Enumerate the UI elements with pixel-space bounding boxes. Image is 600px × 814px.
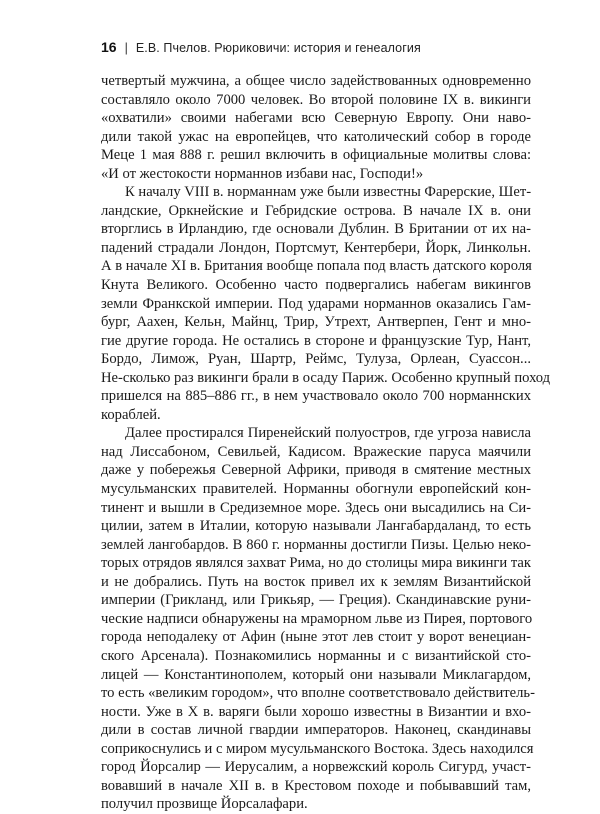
text-line: землей лангобардов. В 860 г. норманны достигли Пизы. Целью неко- [101,536,531,553]
text-line: А в начале XI в. Британия вообще попала под власть датского короля [101,258,532,275]
text-line: Меце 1 мая 888 г. решил включить в официальные молитвы слова: [101,147,531,164]
text-line: Не-сколько раз викинги брали в осаду Париж. Особенно крупный поход [101,369,551,386]
text-line: «охватили» своими набегами всю Северную Европу. Они наво- [101,110,531,127]
text-line: дили такой ужас на европейцев, что католический собор в городе [101,128,531,145]
text-line: торых отрядов являлся захват Рима, но до столицы мира викинги так [101,555,531,572]
text-line: цилии, затем в Италии, которую называли Лангабардаланд, то есть [101,518,531,535]
text-line: К началу VIII в. норманнам уже были известны Фарерские, Шет- [125,184,532,201]
text-line: вторглись в Ирландию, где основали Дублин. В Британии от их на- [101,221,531,238]
text-line: соприкоснулись и с миром мусульманского Востока. Здесь находился [101,740,534,757]
text-line: город Йорсалир — Иерусалим, а норвежский король Сигурд, участ- [101,759,531,776]
text-line: города неподалеку от Афин (ныне этот лев стоит у ворот венециан- [101,629,531,646]
body-text [101,72,551,814]
text-line: вовавший в начале XII в. в Крестовом походе и побывавший там, [101,777,531,794]
page-number: 16 [101,39,117,55]
text-line: пришелся на 885–886 гг., в нем участвовало около 700 норманнских [101,388,531,405]
running-head [101,39,521,59]
text-line: четвертый мужчина, а общее число задействованных одновременно [101,73,531,89]
text-line: кораблей. [101,406,161,423]
text-line: ческие надписи обнаружены на мраморном льве из Пирея, портового [101,610,533,627]
running-title: Е.В. Пчелов. Рюриковичи: история и генеалогия [135,41,421,55]
header-separator: | [124,41,128,55]
text-line: бург, Аахен, Кельн, Майнц, Трир, Утрехт, Антверпен, Гент и мно- [101,314,531,331]
text-line: Бордо, Лимож, Руан, Шартр, Реймс, Тулуза, Орлеан, Суассон... [101,351,531,368]
text-line: мусульманских правителей. Норманны обогнули европейский кон- [101,481,531,498]
text-line: дили в состав личной гвардии императоров. Наконец, скандинавы [101,722,531,739]
text-line: ского Арсенала). Познакомились норманны и с византийской сто- [101,647,531,664]
text-line: Далее простирался Пиренейский полуостров, где угроза нависла [125,425,531,442]
text-line: «И от жестокости норманнов избави нас, Господи!» [101,165,424,182]
text-line: гие другие города. Не остались в стороне и французские Тур, Нант, [101,332,531,349]
text-line: империи (Грикланд, или Грикьяр, — Греция). Скандинавские руни- [101,592,531,609]
text-line: ности. Уже в X в. варяги были хорошо известны в Византии и вхо- [101,703,531,720]
text-line: ландские, Оркнейские и Гебридские острова. В начале IX в. они [101,202,531,219]
text-line: лицей — Константинополем, который они называли Миклагардом, [101,666,531,683]
text-line: и не добрались. Путь на восток привел их к землям Византийской [101,573,531,590]
text-line: получил прозвище Йорсалафари. [101,796,308,813]
text-line: Кнута Великого. Особенно часто подвергались набегам викингов [101,277,531,294]
text-line: то есть «великим городом», что вполне соответствовало действитель- [101,685,535,702]
text-line: тинент и вышли в Средиземное море. Здесь они высадились на Си- [101,499,531,516]
text-line: падений страдали Лондон, Портсмут, Кентербери, Йорк, Линкольн. [101,239,531,256]
text-line: даже у побережья Северной Африки, приводя в смятение местных [101,462,531,479]
text-line: составляло около 7000 человек. Во второй половине IX в. викинги [101,91,531,108]
text-line: над Лиссабоном, Севильей, Кадисом. Вражеские паруса маячили [101,443,531,460]
text-line: земли Франкской империи. Под ударами норманнов оказались Гам- [101,295,531,312]
